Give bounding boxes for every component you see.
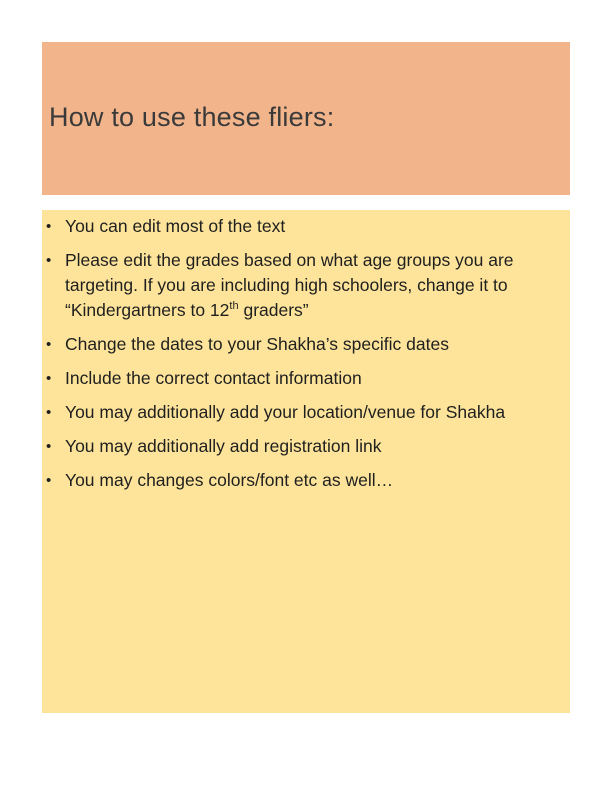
list-item [42, 434, 543, 459]
bullet-icon: • [46, 370, 52, 387]
instruction-text: You can edit most of the text [65, 216, 286, 236]
list-item [42, 400, 543, 425]
instruction-text: Include the correct contact information [65, 368, 362, 388]
bullet-icon: • [46, 438, 52, 455]
list-item [42, 468, 543, 493]
instruction-text-end: graders” [238, 300, 309, 320]
list-item [42, 366, 543, 391]
bullet-icon: • [46, 252, 52, 269]
bullet-icon: • [46, 404, 52, 421]
title-banner [42, 42, 570, 195]
instruction-text: Please edit the grades based on what age groups you are targeting. If you are including high schoolers, change it to “Kindergartners to 12 [65, 250, 514, 320]
instruction-text: You may additionally add your location/venue for Shakha [65, 402, 506, 422]
page-title: How to use these fliers: [49, 102, 335, 132]
list-item [42, 332, 543, 357]
bullet-icon: • [46, 336, 52, 353]
ordinal-suffix: th [229, 300, 239, 312]
instructions-panel [42, 210, 570, 713]
instruction-text: You may additionally add registration link [65, 436, 382, 456]
list-item [42, 248, 543, 323]
list-item [42, 214, 543, 239]
instructions-list [42, 214, 543, 502]
bullet-icon: • [46, 472, 52, 489]
instruction-text: Change the dates to your Shakha’s specific dates [65, 334, 449, 354]
instruction-text: You may changes colors/font etc as well… [65, 470, 394, 490]
bullet-icon: • [46, 218, 52, 235]
